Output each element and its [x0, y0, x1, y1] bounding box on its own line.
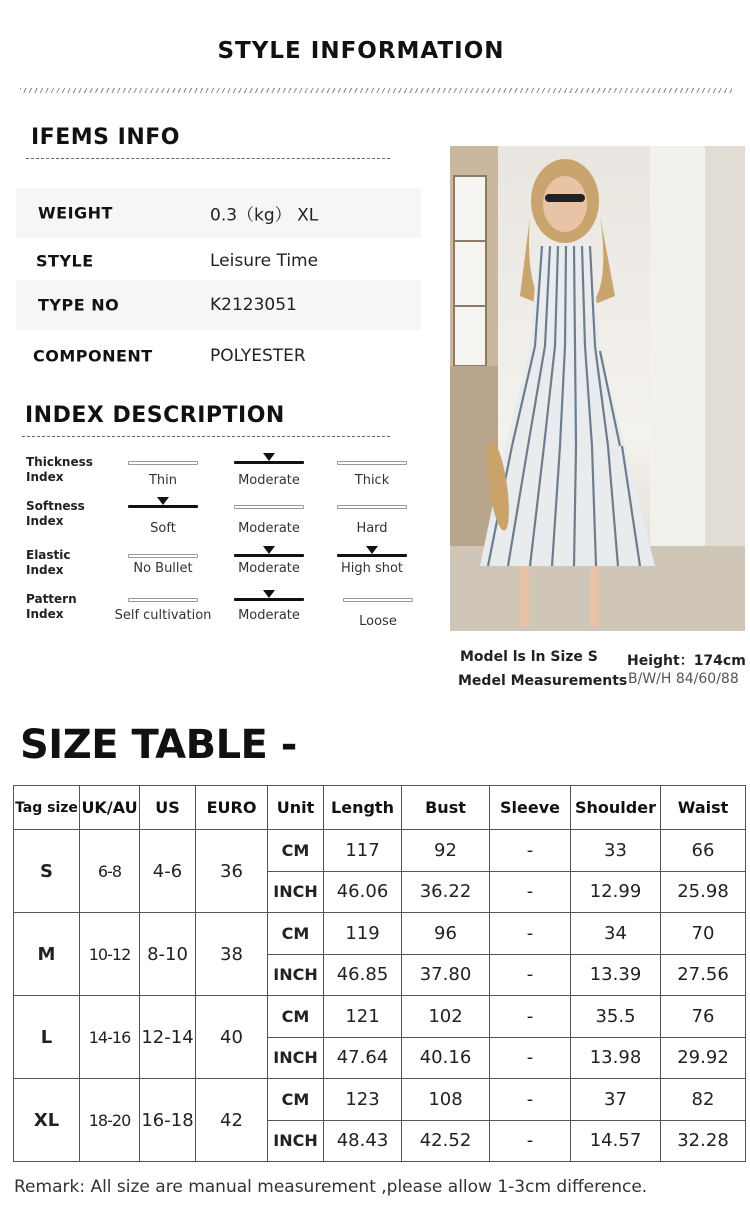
cell-length: 47.64: [324, 1037, 402, 1079]
table-row: [14, 996, 746, 1038]
index-row-label: [26, 592, 77, 622]
header-waist: Waist: [661, 786, 746, 830]
model-size-text: Model ls ln Size S: [460, 649, 598, 665]
cell-sleeve: -: [490, 996, 571, 1038]
index-label-line2: Index: [26, 514, 64, 528]
cell-shoulder: 33: [571, 830, 661, 872]
cell-us: 12-14: [140, 996, 196, 1079]
index-option-label: Moderate: [238, 521, 300, 536]
cell-shoulder: 35.5: [571, 996, 661, 1038]
cell-length: 48.43: [324, 1120, 402, 1162]
selected-marker-icon: [366, 546, 378, 554]
cell-unit-inch: INCH: [268, 1120, 324, 1162]
cell-waist: 82: [661, 1079, 746, 1121]
cell-waist: 32.28: [661, 1120, 746, 1162]
cell-shoulder: 13.39: [571, 954, 661, 996]
cell-us: 16-18: [140, 1079, 196, 1162]
selected-marker-icon: [157, 497, 169, 505]
size-table-body: [14, 830, 746, 1162]
model-measurements-label: Medel Measurements: [458, 673, 628, 689]
cell-waist: 70: [661, 913, 746, 955]
cell-shoulder: 37: [571, 1079, 661, 1121]
index-option-label: Self cultivation: [114, 608, 212, 623]
page-title: STYLE INFORMATION: [217, 38, 505, 64]
cell-waist: 76: [661, 996, 746, 1038]
index-option-label: Moderate: [238, 561, 300, 576]
cell-sleeve: -: [490, 871, 571, 913]
cell-unit-cm: CM: [268, 1079, 324, 1121]
index-label-line2: Index: [26, 607, 64, 621]
index-bar: [128, 554, 198, 558]
selected-marker-icon: [263, 453, 275, 461]
size-table-header-row: [14, 786, 746, 830]
table-row: [14, 913, 746, 955]
header-uk-au: UK/AU: [80, 786, 140, 830]
items-info-heading: IFEMS INFO: [31, 125, 180, 150]
header-shoulder: Shoulder: [571, 786, 661, 830]
cell-uk-au: 18-20: [80, 1079, 140, 1162]
cell-euro: 42: [196, 1079, 268, 1162]
cell-sleeve: -: [490, 954, 571, 996]
index-bar: [337, 461, 407, 465]
index-bar-selected: [128, 505, 198, 508]
size-table: [13, 785, 746, 1162]
cell-tag-size: L: [14, 996, 80, 1079]
info-value: K2123051: [210, 295, 297, 315]
index-label-line2: Index: [26, 470, 64, 484]
header-euro: EURO: [196, 786, 268, 830]
cell-length: 46.85: [324, 954, 402, 996]
info-value: POLYESTER: [210, 346, 306, 366]
index-bar: [234, 505, 304, 509]
index-option-label: Thick: [354, 473, 390, 488]
cell-shoulder: 12.99: [571, 871, 661, 913]
remark-text: Remark: All size are manual measurement ,please allow 1-3cm difference.: [14, 1177, 648, 1197]
model-photo: [450, 146, 745, 631]
cell-waist: 25.98: [661, 871, 746, 913]
cell-euro: 36: [196, 830, 268, 913]
cell-shoulder: 34: [571, 913, 661, 955]
index-bar: [128, 598, 198, 602]
cell-unit-cm: CM: [268, 830, 324, 872]
index-label-line2: Index: [26, 563, 64, 577]
cell-sleeve: -: [490, 830, 571, 872]
cell-tag-size: M: [14, 913, 80, 996]
cell-length: 121: [324, 996, 402, 1038]
info-key: WEIGHT: [38, 203, 113, 223]
index-bar-selected: [337, 554, 407, 557]
info-value: Leisure Time: [210, 251, 319, 271]
cell-sleeve: -: [490, 1037, 571, 1079]
title-divider: [20, 88, 732, 93]
cell-unit-inch: INCH: [268, 871, 324, 913]
cell-unit-cm: CM: [268, 996, 324, 1038]
cell-uk-au: 10-12: [80, 913, 140, 996]
index-option-label: Moderate: [238, 608, 300, 623]
index-option-label: Soft: [150, 521, 176, 536]
header-length: Length: [324, 786, 402, 830]
cell-us: 8-10: [140, 913, 196, 996]
index-label-line1: Elastic: [26, 548, 71, 562]
cell-unit-inch: INCH: [268, 954, 324, 996]
cell-shoulder: 13.98: [571, 1037, 661, 1079]
info-row-component: [16, 331, 421, 381]
index-option-label: Thin: [148, 473, 178, 488]
index-label-line1: Softness: [26, 499, 85, 513]
info-key: TYPE NO: [38, 295, 120, 315]
cell-unit-inch: INCH: [268, 1037, 324, 1079]
index-bar: [128, 461, 198, 465]
model-bwh: B/W/H 84/60/88: [628, 671, 739, 687]
index-bar-selected: [234, 461, 304, 464]
index-row-label: [26, 455, 93, 485]
index-option-label: High shot: [340, 561, 404, 576]
index-description-divider: [22, 436, 390, 437]
cell-bust: 92: [402, 830, 490, 872]
index-option-label: No Bullet: [133, 561, 193, 576]
cell-uk-au: 6-8: [80, 830, 140, 913]
header-sleeve: Sleeve: [490, 786, 571, 830]
cell-bust: 36.22: [402, 871, 490, 913]
selected-marker-icon: [263, 546, 275, 554]
cell-waist: 29.92: [661, 1037, 746, 1079]
index-label-line1: Pattern: [26, 592, 77, 606]
header-tag-size: Tag size: [14, 786, 80, 830]
cell-shoulder: 14.57: [571, 1120, 661, 1162]
index-option-label: Hard: [356, 521, 388, 536]
table-row: [14, 830, 746, 872]
cell-bust: 96: [402, 913, 490, 955]
cell-uk-au: 14-16: [80, 996, 140, 1079]
info-row-style: [16, 236, 421, 286]
index-row-label: [26, 499, 85, 529]
cell-euro: 40: [196, 996, 268, 1079]
cell-us: 4-6: [140, 830, 196, 913]
items-info-divider: [26, 158, 390, 159]
info-key: COMPONENT: [33, 346, 153, 366]
model-height: Height：174cm: [627, 653, 746, 669]
index-option-label: Loose: [359, 614, 397, 629]
cell-tag-size: XL: [14, 1079, 80, 1162]
index-option-label: Moderate: [238, 473, 300, 488]
header-us: US: [140, 786, 196, 830]
cell-length: 123: [324, 1079, 402, 1121]
cell-length: 46.06: [324, 871, 402, 913]
cell-sleeve: -: [490, 1120, 571, 1162]
cell-length: 117: [324, 830, 402, 872]
cell-bust: 42.52: [402, 1120, 490, 1162]
cell-waist: 66: [661, 830, 746, 872]
info-row-type-no: [16, 280, 421, 330]
table-row: [14, 1079, 746, 1121]
index-bar: [337, 505, 407, 509]
cell-tag-size: S: [14, 830, 80, 913]
model-photo-illustration: [450, 146, 745, 631]
cell-euro: 38: [196, 913, 268, 996]
info-row-weight: [16, 188, 421, 238]
cell-waist: 27.56: [661, 954, 746, 996]
cell-bust: 37.80: [402, 954, 490, 996]
index-bar: [343, 598, 413, 602]
size-table-title: SIZE TABLE -: [20, 722, 297, 768]
cell-bust: 40.16: [402, 1037, 490, 1079]
cell-bust: 102: [402, 996, 490, 1038]
info-key: STYLE: [36, 251, 94, 271]
index-label-line1: Thickness: [26, 455, 93, 469]
info-value: 0.3（kg） XL: [210, 205, 319, 226]
index-description-heading: INDEX DESCRIPTION: [25, 403, 285, 428]
cell-unit-cm: CM: [268, 913, 324, 955]
index-row-label: [26, 548, 71, 578]
index-bar-selected: [234, 598, 304, 601]
cell-bust: 108: [402, 1079, 490, 1121]
index-bar-selected: [234, 554, 304, 557]
cell-sleeve: -: [490, 913, 571, 955]
header-unit: Unit: [268, 786, 324, 830]
cell-length: 119: [324, 913, 402, 955]
header-bust: Bust: [402, 786, 490, 830]
selected-marker-icon: [263, 590, 275, 598]
cell-sleeve: -: [490, 1079, 571, 1121]
